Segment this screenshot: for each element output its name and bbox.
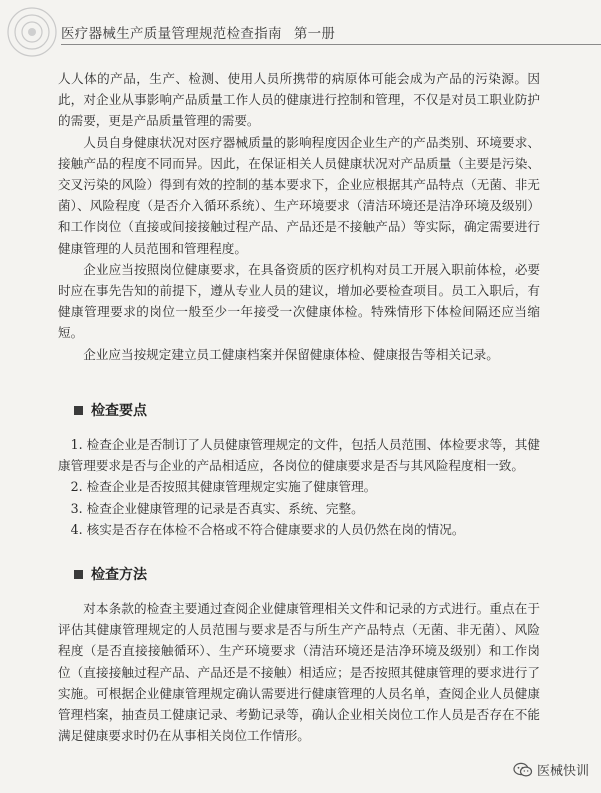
section-heading-text: 检查要点 xyxy=(91,403,147,419)
header-volume: 第一册 xyxy=(293,26,336,42)
section-heading-check-methods xyxy=(74,564,147,584)
check-points-list xyxy=(58,434,540,540)
bullet-square-icon xyxy=(74,406,83,415)
running-header xyxy=(61,22,601,46)
body-paragraph: 对本条款的检查主要通过查阅企业健康管理相关文件和记录的方式进行。重点在于评估其健康管理规定的人员范围与要求是否与所生产产品特点（无菌、非无菌）、风险程度（是否直接接触循环）、生产环境要求（清洁环境还是洁净环境及级别）和工作岗位（直接接触过程产品、产品还是不接触）相适应；是否按照其健康管理的要求进行了实施。可根据企业健康管理规定确认需要进行健康管理的人员名单，查阅企业人员健康管理档案，抽查员工健康记录、考勤记录等，确认企业相关岗位工作人员是否存在不能满足健康要求时仍在从事相关岗位工作情形。 xyxy=(58,601,540,744)
body-paragraph: 企业应当按照岗位健康要求，在具备资质的医疗机构对员工开展入职前体检，必要时应在事先告知的前提下，遵从专业人员的建议，增加必要检查项目。员工入职后，有健康管理要求的岗位一般至少一年接受一次健康体检。特殊情形下体检间隔还应当缩短。 xyxy=(58,261,540,341)
section-heading-check-points xyxy=(74,400,147,420)
body-paragraph: 人员自身健康状况对医疗器械质量的影响程度因企业生产的产品类别、环境要求、接触产品的程度不同而异。因此，在保证相关人员健康状况对产品质量（主要是污染、交叉污染的风险）得到有效的控制的基本要求下，企业应根据其产品特点（无菌、非无菌）、风险程度（是否介入循环系统）、生产环境要求（清洁环境还是洁净环境及级别）和工作岗位（直接或间接接触过程产品、产品还是不接触产品）等实际，确定需要进行健康管理的人员范围和管理程度。 xyxy=(58,134,540,256)
body-paragraph: 人人体的产品，生产、检测、使用人员所携带的病原体可能会成为产品的污染源。因此，对企业从事影响产品质量工作人员的健康进行控制和管理，不仅是对员工职业防护的需要，更是产品质量管理的需要。 xyxy=(58,71,540,129)
body-paragraph: 企业应当按规定建立员工健康档案并保留健康体检、健康报告等相关记录。 xyxy=(83,346,499,362)
list-item: 1. 检查企业是否制订了人员健康管理规定的文件，包括人员范围、体检要求等，其健康管理要求是否与企业的产品相适应，各岗位的健康要求是否与其风险程度相一致。 xyxy=(58,437,540,474)
check-methods-block xyxy=(58,598,540,746)
section-heading-text: 检查方法 xyxy=(91,567,147,583)
list-item: 2. 检查企业是否按照其健康管理规定实施了健康管理。 xyxy=(70,479,377,495)
header-title: 医疗器械生产质量管理规范检查指南 xyxy=(61,26,282,42)
watermark xyxy=(513,760,589,779)
decorative-circles-icon xyxy=(4,4,60,60)
list-item: 3. 检查企业健康管理的记录是否真实、系统、完整。 xyxy=(70,500,364,516)
wechat-icon xyxy=(513,762,533,778)
body-text-block xyxy=(58,68,540,365)
list-item: 4. 核实是否存在体检不合格或不符合健康要求的人员仍然在岗的情况。 xyxy=(70,521,465,537)
bullet-square-icon xyxy=(74,570,83,579)
watermark-label: 医械快训 xyxy=(536,764,589,779)
header-divider xyxy=(61,44,601,45)
